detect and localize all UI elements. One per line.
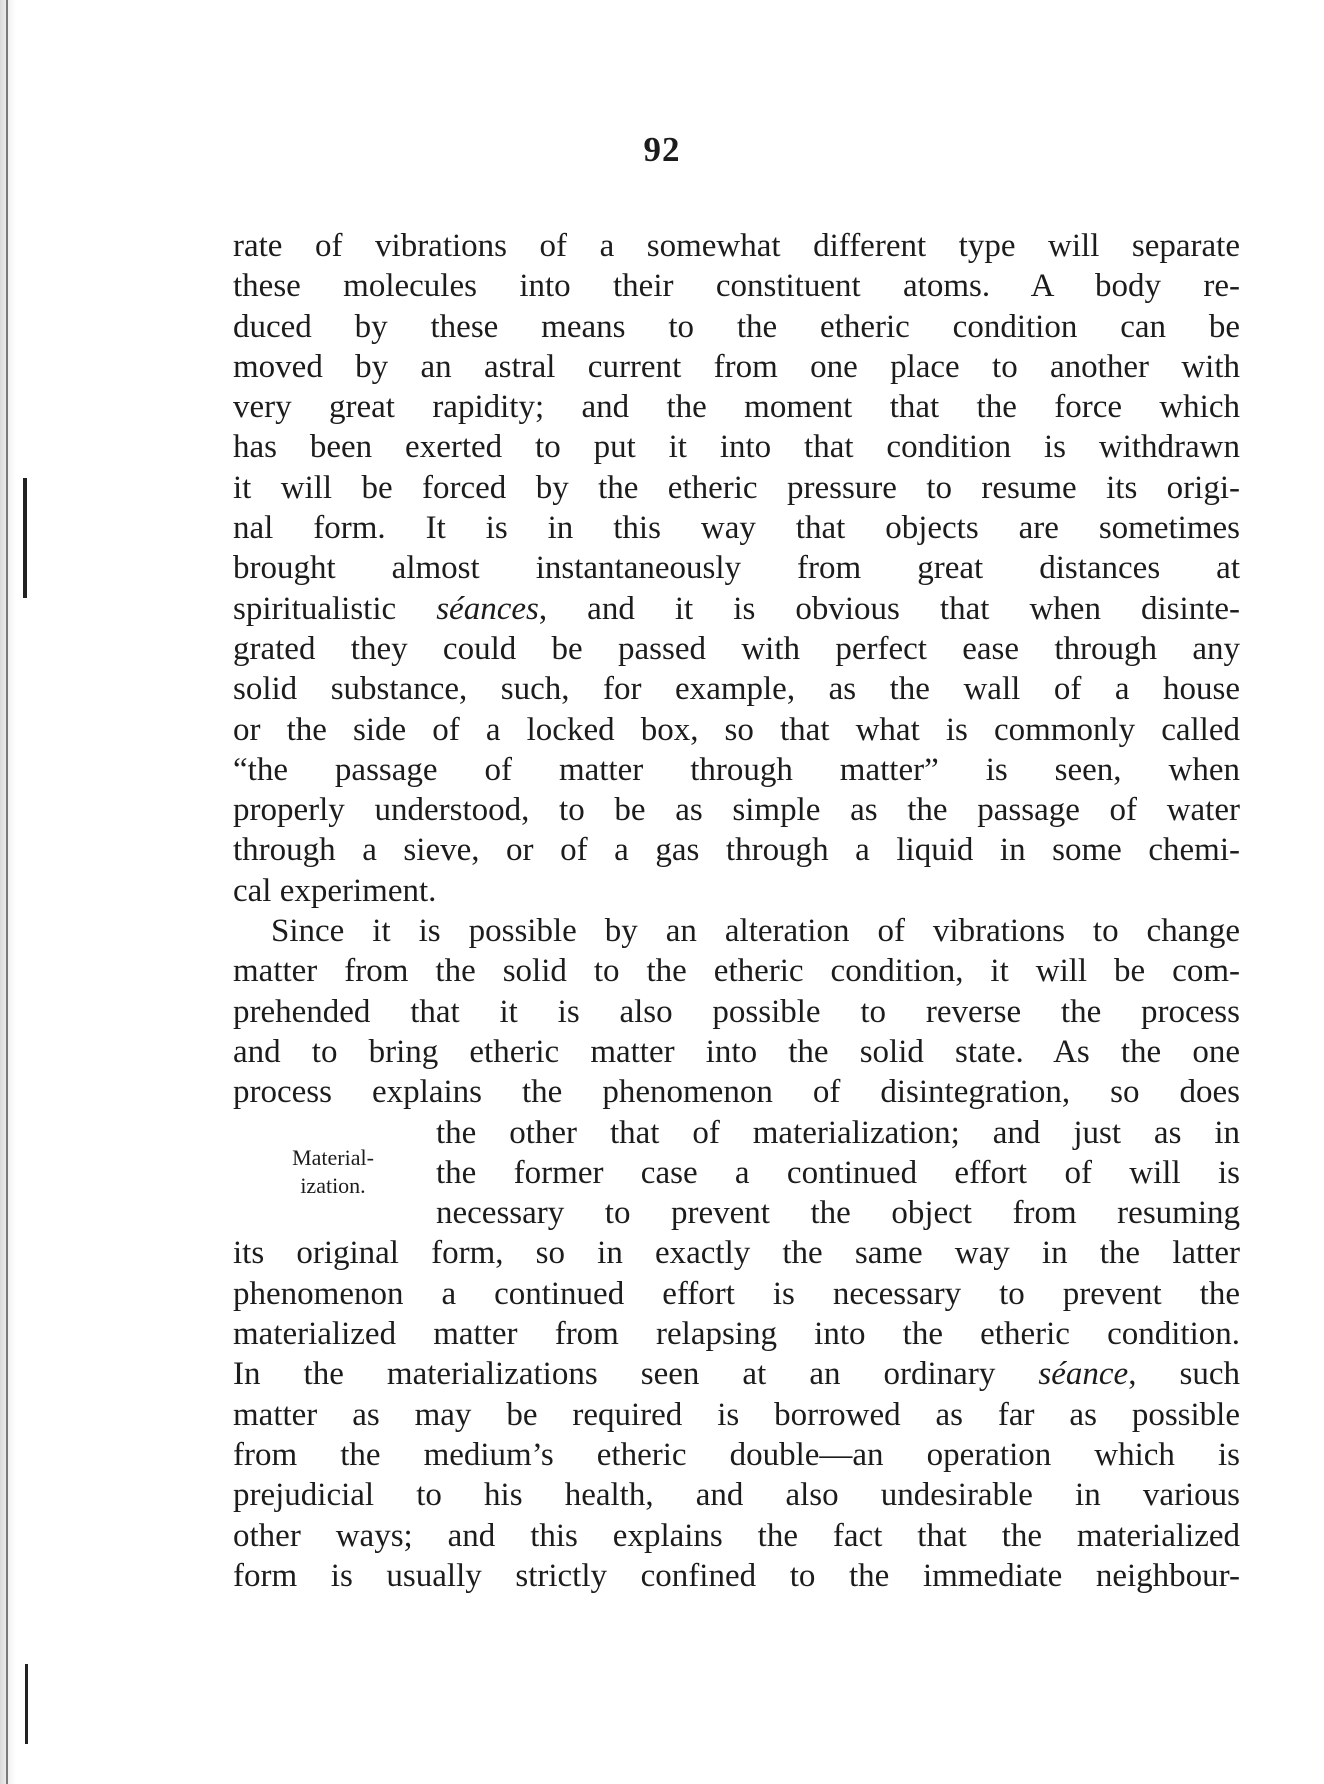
text-line: process explains the phenomenon of disintegration, so does <box>233 1074 1240 1111</box>
text-fragment: In the materializations seen at an ordinary <box>233 1356 1039 1393</box>
paragraph-1 <box>233 226 1240 911</box>
text-line: Since it is possible by an alteration of vibrations to change <box>271 913 1240 950</box>
text-line: phenomenon a continued effort is necessary to prevent the <box>233 1275 1240 1312</box>
text-line: matter from the solid to the etheric condition, it will be com- <box>233 953 1240 990</box>
text-line: prehended that it is also possible to reverse the process <box>233 993 1240 1030</box>
text-line: “the passage of matter through matter” is seen, when <box>233 751 1240 788</box>
text-line: and to bring etheric matter into the solid state. As the one <box>233 1033 1240 1070</box>
text-line: these molecules into their constituent atoms. A body re- <box>233 268 1240 305</box>
page-binding-edge <box>0 0 16 1784</box>
text-line: brought almost instantaneously from great distances at <box>233 550 1240 587</box>
italic-term: séance <box>1038 1356 1129 1393</box>
text-line: prejudicial to his health, and also undesirable in various <box>233 1477 1240 1514</box>
text-line: form is usually strictly confined to the immediate neighbour- <box>233 1557 1240 1594</box>
text-line: properly understood, to be as simple as the passage of water <box>233 792 1240 829</box>
page-number: 92 <box>643 130 681 169</box>
text-line: the other that of materialization; and just as in <box>436 1114 1240 1151</box>
binding-mark-bottom <box>25 1664 28 1744</box>
text-line: it will be forced by the etheric pressure to resume its origi- <box>233 469 1240 506</box>
paragraph-2 <box>233 911 1240 1596</box>
margin-note-line: ization. <box>300 1173 366 1198</box>
text-line: matter as may be required is borrowed as far as possible <box>233 1396 1240 1433</box>
text-line <box>233 589 1240 629</box>
text-line: duced by these means to the etheric condition can be <box>233 308 1240 345</box>
text-line: necessary to prevent the object from resuming <box>436 1195 1240 1232</box>
text-line: materialized matter from relapsing into the etheric condition. <box>233 1316 1240 1353</box>
text-fragment: , and it is obvious that when disinte- <box>538 590 1240 627</box>
margin-note-line: Material- <box>292 1145 374 1170</box>
text-line: moved by an astral current from one place to another with <box>233 348 1240 385</box>
page-body <box>233 226 1240 1596</box>
text-line <box>233 1354 1240 1394</box>
italic-term: séances <box>436 590 539 627</box>
text-fragment: , such <box>1128 1356 1240 1393</box>
text-fragment: spiritualistic <box>233 590 437 627</box>
text-line: has been exerted to put it into that condition is withdrawn <box>233 429 1240 466</box>
text-line: nal form. It is in this way that objects are sometimes <box>233 510 1240 547</box>
text-line: its original form, so in exactly the same way in the latter <box>233 1235 1240 1272</box>
text-line: the former case a continued effort of will is <box>436 1154 1240 1191</box>
text-line: through a sieve, or of a gas through a liquid in some chemi- <box>233 832 1240 869</box>
text-line: very great rapidity; and the moment that the force which <box>233 389 1240 426</box>
text-line: cal experiment. <box>233 872 437 909</box>
text-line: or the side of a locked box, so that what is commonly called <box>233 711 1240 748</box>
text-line: rate of vibrations of a somewhat different type will separate <box>233 228 1240 264</box>
binding-mark-thick <box>23 478 27 598</box>
text-line: from the medium’s etheric double—an operation which is <box>233 1436 1240 1473</box>
text-line: solid substance, such, for example, as the wall of a house <box>233 671 1240 708</box>
text-line: grated they could be passed with perfect ease through any <box>233 630 1240 667</box>
binding-mark-top <box>6 0 8 1784</box>
text-line: other ways; and this explains the fact that the materialized <box>233 1517 1240 1554</box>
